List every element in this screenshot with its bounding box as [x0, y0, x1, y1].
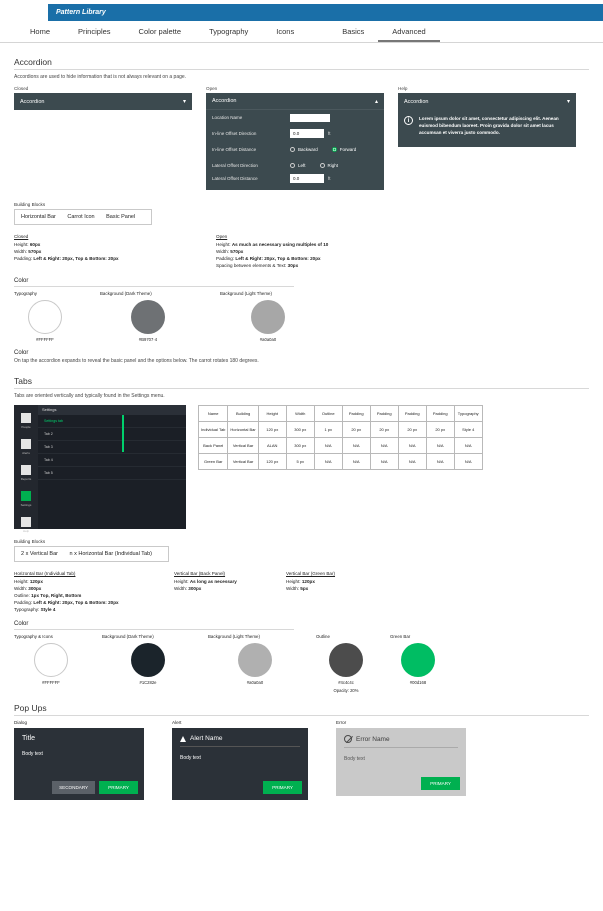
accordion-building-blocks-box	[14, 209, 152, 225]
popups-section-title: Pop Ups	[14, 703, 47, 714]
spec-key: Width:	[14, 585, 29, 591]
swatch-bg-light-circle	[251, 300, 285, 334]
spec-key: Width:	[286, 585, 301, 591]
nav-item-icons[interactable]: Icons	[276, 27, 295, 36]
swatch-typography	[14, 291, 76, 342]
table-row	[199, 437, 483, 453]
swatch-circle	[131, 643, 165, 677]
tabs-specs	[14, 570, 589, 614]
accordion-help-widget	[398, 93, 576, 147]
accordion-building-blocks	[14, 202, 589, 225]
th-padding-3: Padding	[398, 405, 426, 421]
spec-key: Height:	[286, 578, 302, 584]
tabs-examples	[14, 405, 589, 533]
tabs-rail	[14, 405, 38, 533]
bb-horizontal-bar-tab: n x Horizontal Bar (Individual Tab)	[69, 550, 152, 557]
main-nav	[0, 22, 603, 43]
tabs-building-blocks-box	[14, 546, 169, 562]
swatch-bg-dark-hex: #B9707·4	[138, 336, 158, 342]
accordion-closed-title: Accordion	[20, 98, 45, 105]
location-name-input[interactable]	[290, 114, 330, 122]
bb-vertical-bar: 2 x Vertical Bar	[21, 550, 58, 557]
accordion-spec-closed	[14, 233, 194, 270]
primary-button[interactable]: PRIMARY	[99, 781, 138, 794]
cell: N/A	[314, 453, 342, 469]
line	[14, 592, 154, 599]
cell: N/A	[370, 437, 398, 453]
alert-example	[172, 720, 308, 800]
tabs-spec-back-panel	[174, 570, 266, 614]
rail-item-settings-label: Settings	[20, 502, 32, 507]
tab-row[interactable]: Settings tab	[38, 415, 186, 428]
radio-left-label: Left	[298, 163, 306, 168]
swatch-typography-circle	[28, 300, 62, 334]
swatch-typography-hex: #FFFFFF	[36, 336, 54, 342]
top-bar-left-spacer	[0, 4, 48, 21]
accordion-help-body	[398, 110, 576, 147]
spec-val: 300px	[188, 585, 202, 591]
accordion-spec-open-height	[216, 241, 436, 248]
warning-triangle-icon	[180, 736, 186, 742]
app-title: Pattern Library	[56, 9, 106, 16]
tabs-spec-back-panel-heading: Vertical Bar (Back Panel)	[174, 570, 226, 576]
swatch-circle	[401, 643, 435, 677]
th-padding-2: Padding	[370, 405, 398, 421]
tab-row[interactable]: Tab 5	[38, 467, 186, 480]
cell: Horizontal Bar	[228, 421, 258, 437]
tabs-spec-horizontal	[14, 570, 154, 614]
field-location-name	[206, 110, 384, 126]
accordion-help-text: Lorem ipsum dolor sit amet, consectetur adipiscing elit. Aenean euismod bibendum laoreet. Proin gravida dolor sit amet lacus accumsan et viverra justo commodo.	[419, 116, 559, 135]
alert-dialog	[172, 728, 308, 800]
cell: N/A	[398, 437, 426, 453]
swatch-bg-light-hex: #a0a0a0	[259, 336, 277, 342]
accordion-closed-example	[14, 86, 192, 190]
dialog-body: Body text	[22, 751, 43, 758]
spec-val: 120px	[29, 578, 43, 584]
tab-row[interactable]: Tab 3	[38, 441, 186, 454]
radio-left[interactable]	[290, 163, 306, 168]
spec-key: Height:	[216, 242, 232, 248]
accordion-spec-open-spacing	[216, 262, 436, 269]
error-dialog	[336, 728, 466, 796]
cell: 1 px	[314, 421, 342, 437]
line	[286, 578, 378, 585]
cell: N/A	[454, 437, 482, 453]
spec-val: 30px	[287, 263, 299, 269]
accordion-spec-closed-height	[14, 241, 194, 248]
spec-key: Height:	[14, 578, 30, 584]
radio-forward[interactable]	[332, 147, 357, 152]
radio-forward-dot	[332, 147, 337, 152]
accordion-closed-widget[interactable]	[14, 93, 192, 110]
swatch-bg-dark-caption: Background (Dark Theme)	[100, 290, 152, 296]
tabs-header	[38, 405, 186, 415]
swatch-caption: Background (Dark Theme)	[102, 634, 154, 640]
cell: Back Panel	[199, 437, 228, 453]
spec-val: 300px	[28, 585, 42, 591]
swatch-hex: #1C282e	[139, 680, 157, 686]
page-content	[0, 43, 603, 800]
rail-item-settings[interactable]	[14, 485, 38, 511]
info-icon: i	[404, 116, 413, 125]
field-inline-offset-distance-label: In-line Offset Distance	[212, 147, 257, 152]
cell: 5 px	[286, 453, 314, 469]
popups-divider	[14, 715, 589, 716]
error-buttons	[421, 777, 460, 790]
gear-icon	[21, 491, 31, 501]
spec-key: Width:	[14, 249, 29, 255]
alert-buttons	[263, 781, 302, 794]
swatch-hex: #a0a0a0	[246, 680, 264, 686]
accordion-section-title: Accordion	[14, 57, 52, 67]
cell: 300 px	[286, 421, 314, 437]
dialog	[14, 728, 144, 800]
popups-examples	[14, 720, 589, 800]
accordion-building-blocks-title: Building Blocks	[14, 202, 46, 207]
swatch-green-bar	[390, 634, 446, 693]
tabs-description: Tabs are oriented vertically and typically found in the Settings menu.	[14, 392, 165, 399]
alert-label: Alert	[172, 720, 182, 726]
alerts-icon	[21, 439, 31, 449]
radio-backward-dot	[290, 147, 295, 152]
accordion-divider	[14, 69, 589, 70]
table-header-row	[199, 405, 483, 421]
accordion-spec-closed-padding	[14, 255, 194, 262]
spec-val: 570px	[230, 249, 244, 255]
cell: Individual Tab	[199, 421, 228, 437]
swatch-bg-light-caption: Background (Light Theme)	[220, 290, 272, 296]
cell: 120 px	[258, 421, 286, 437]
top-bar	[0, 0, 603, 22]
cell: N/A	[426, 453, 454, 469]
tabs-divider	[14, 388, 589, 389]
swatch-circle	[329, 643, 363, 677]
line	[174, 578, 266, 585]
bb-horizontal-bar: Horizontal Bar	[21, 214, 56, 220]
swatch-bg-light-tabs	[208, 634, 302, 693]
th-typography: Typography	[454, 405, 482, 421]
swatch-opacity: Opacity: 20%	[333, 688, 359, 694]
alert-title: Alert Name	[190, 735, 223, 743]
secondary-button[interactable]: SECONDARY	[52, 781, 95, 794]
radio-backward[interactable]	[290, 147, 318, 152]
field-inline-offset-direction-label: In-line Offset Direction	[212, 131, 257, 136]
radio-right[interactable]	[320, 163, 339, 168]
swatch-bg-dark-tabs	[102, 634, 194, 693]
cell: Green Bar	[199, 453, 228, 469]
radio-forward-label: Forward	[339, 147, 357, 152]
nav-item-principles[interactable]: Principles	[78, 27, 111, 36]
th-padding-4: Padding	[426, 405, 454, 421]
swatch-caption: Typography & Icons	[14, 634, 53, 640]
table-row	[199, 421, 483, 437]
swatch-circle	[238, 643, 272, 677]
spec-key: Padding:	[216, 256, 236, 262]
rail-item-alerts[interactable]	[14, 433, 38, 459]
error-body: Body text	[344, 756, 365, 763]
th-width: Width	[286, 405, 314, 421]
primary-button[interactable]: PRIMARY	[263, 781, 302, 794]
accordion-help-example	[398, 86, 576, 190]
nav-item-typography[interactable]: Typography	[209, 27, 249, 36]
th-padding-1: Padding	[342, 405, 370, 421]
cell: Vertical Bar	[228, 437, 258, 453]
accordion-color-divider	[14, 286, 294, 287]
swatch-typography-caption: Typography	[14, 290, 37, 296]
error-example	[336, 720, 466, 800]
cell: Style 4	[454, 421, 482, 437]
dialog-example	[14, 720, 144, 800]
error-circle-icon	[344, 735, 352, 743]
accordion-spec-open-width	[216, 248, 436, 255]
alert-title-row	[180, 735, 300, 747]
field-inline-offset-distance	[206, 142, 384, 158]
table-row	[199, 453, 483, 469]
accordion-help-header[interactable]	[398, 93, 576, 110]
dialog-title: Title	[22, 735, 35, 743]
line	[14, 585, 154, 592]
line	[14, 599, 154, 606]
spec-key: Padding:	[14, 599, 34, 605]
spec-key: Spacing between elements & Text:	[216, 263, 288, 269]
field-lateral-offset-direction	[206, 158, 384, 174]
accordion-note-title: Color	[14, 349, 29, 356]
bb-basic-panel: Basic Panel	[106, 214, 136, 220]
bb-carrot-icon: Carrot Icon	[67, 214, 95, 220]
nav-item-color-palette[interactable]: Color palette	[138, 27, 182, 36]
cell: N/A	[370, 453, 398, 469]
spec-val: 60px	[29, 242, 41, 248]
field-lateral-offset-distance-label: Lateral Offset Distance	[212, 176, 258, 181]
accordion-help-title: Accordion	[404, 98, 429, 105]
line	[14, 578, 154, 585]
line	[286, 585, 378, 592]
rail-item-people-label: People	[21, 424, 31, 429]
nav-item-home[interactable]: Home	[30, 27, 51, 36]
radio-right-dot	[320, 163, 325, 168]
tabs-section-title: Tabs	[14, 375, 32, 386]
tabs-spec-horizontal-heading: Horizontal Bar (Individual Tab)	[14, 570, 76, 576]
th-building: Building	[228, 405, 258, 421]
line	[14, 606, 154, 613]
tabs-color-divider	[14, 629, 294, 630]
swatch-caption: Green Bar	[390, 634, 411, 640]
reports-icon	[21, 465, 31, 475]
tabs-mock	[14, 405, 186, 533]
cell: 20 px	[342, 421, 370, 437]
accordion-spec-open-heading: Open	[216, 234, 228, 239]
accordion-examples	[14, 86, 589, 190]
accordion-open-label: Open	[206, 86, 218, 91]
dialog-label: Dialog	[14, 720, 28, 726]
cell: N/A	[314, 437, 342, 453]
swatch-hex: #4c4c4c	[338, 680, 354, 686]
chevron-down-icon[interactable]: ▾	[182, 99, 186, 105]
accordion-spec-open-padding	[216, 255, 436, 262]
inline-offset-direction-input[interactable]: 0.0	[290, 129, 324, 138]
swatch-bg-dark-circle	[131, 300, 165, 334]
spec-key: Outline:	[14, 592, 32, 598]
spec-key: Height:	[174, 578, 190, 584]
spec-val: As much as necessary using multiples of 10	[231, 242, 329, 248]
accordion-open-title: Accordion	[212, 98, 237, 104]
cell: 20 px	[426, 421, 454, 437]
tabs-swatches	[14, 634, 589, 693]
tabs-color-title: Color	[14, 621, 29, 628]
accordion-open-header[interactable]	[206, 93, 384, 110]
cell: ALAN	[258, 437, 286, 453]
lateral-offset-distance-input[interactable]: 0.0	[290, 174, 324, 183]
tabs-building-blocks	[14, 539, 589, 562]
tabs-body	[38, 405, 186, 529]
people-icon	[21, 413, 31, 423]
nav-item-basics[interactable]: Basics	[342, 27, 365, 36]
accordion-help-label: Help	[398, 86, 408, 91]
rail-item-reports[interactable]	[14, 459, 38, 485]
rail-item-people[interactable]	[14, 407, 38, 433]
swatch-bg-light	[220, 291, 316, 342]
accordion-description: Accordions are used to hide information that is not always relevant on a page.	[14, 74, 187, 80]
rail-item-help[interactable]	[14, 511, 38, 537]
field-lateral-offset-direction-label: Lateral Offset Direction	[212, 163, 258, 168]
field-inline-offset-direction	[206, 126, 384, 142]
spec-val: 120px	[301, 578, 315, 584]
spec-val: 570px	[28, 249, 42, 255]
swatch-caption: Outline	[316, 634, 330, 640]
accordion-spec-open	[216, 233, 436, 270]
tab-green-bar	[122, 415, 124, 452]
cell: 120 px	[258, 453, 286, 469]
accordion-open-widget	[206, 93, 384, 190]
tabs-spec-green-bar-heading: Vertical Bar (Green Bar)	[286, 570, 336, 576]
line	[174, 585, 266, 592]
rail-item-reports-label: Reports	[20, 476, 32, 481]
accordion-closed-label: Closed	[14, 86, 29, 91]
error-label: Error	[336, 720, 347, 726]
cell: Vertical Bar	[228, 453, 258, 469]
radio-left-dot	[290, 163, 295, 168]
cell: N/A	[454, 453, 482, 469]
primary-button[interactable]: PRIMARY	[421, 777, 460, 790]
accordion-open-example	[206, 86, 384, 190]
th-height: Height	[258, 405, 286, 421]
accordion-specs	[14, 233, 589, 270]
spec-val: 1px Top, Right, Bottom	[31, 592, 82, 598]
tabs-spec-table	[198, 405, 483, 470]
chevron-down-icon[interactable]: ▾	[566, 99, 570, 105]
alert-body: Body text	[180, 755, 201, 762]
tab-row[interactable]: Tab 2	[38, 428, 186, 441]
swatch-hex: #FFFFFF	[42, 680, 60, 686]
help-icon	[21, 517, 31, 527]
accordion-swatches	[14, 291, 589, 342]
spec-val: Left & Right: 20px, Top & Bottom: 20px	[33, 256, 119, 262]
spec-key: Typography:	[14, 607, 41, 613]
nav-item-advanced[interactable]: Advanced	[378, 22, 439, 42]
swatch-caption: Background (Light Theme)	[208, 634, 260, 640]
dialog-buttons	[52, 781, 138, 794]
tabs-building-blocks-title: Building Blocks	[14, 538, 46, 544]
radio-backward-label: Backward	[298, 147, 318, 152]
swatch-hex: #00d168	[409, 680, 427, 686]
cell: N/A	[398, 453, 426, 469]
field-lateral-offset-distance	[206, 174, 384, 190]
field-location-name-label: Location Name	[212, 115, 243, 120]
cell: N/A	[342, 453, 370, 469]
lateral-offset-distance-unit: ft	[328, 176, 331, 181]
spec-val: Left & Right: 20px, Top & Bottom: 20px	[33, 599, 119, 605]
th-name: Name	[199, 405, 228, 421]
spec-key: Padding:	[14, 256, 34, 262]
spec-key: Width:	[216, 249, 231, 255]
tabs-spec-green-bar	[286, 570, 378, 614]
inline-offset-direction-unit: ft	[328, 131, 331, 136]
accordion-spec-closed-width	[14, 248, 194, 255]
spec-key: Width:	[174, 585, 189, 591]
error-title: Error Name	[356, 735, 390, 743]
rail-item-help-label: Help	[22, 528, 30, 533]
cell: 20 px	[398, 421, 426, 437]
swatch-outline	[316, 634, 376, 693]
swatch-typography-icons	[14, 634, 88, 693]
swatch-circle	[34, 643, 68, 677]
spec-val: Left & Right: 20px, Top & Bottom: 20px	[235, 256, 321, 262]
spec-val: As long as necessary	[189, 578, 237, 584]
cell: N/A	[426, 437, 454, 453]
spec-val: 5px	[300, 585, 309, 591]
rail-item-alerts-label: Alerts	[22, 450, 30, 455]
error-title-row	[344, 735, 458, 748]
swatch-bg-dark	[100, 291, 196, 342]
cell: 300 px	[286, 437, 314, 453]
tab-row[interactable]: Tab 4	[38, 454, 186, 467]
accordion-spec-closed-heading: Closed	[14, 234, 29, 239]
cell: 20 px	[370, 421, 398, 437]
cell: N/A	[342, 437, 370, 453]
tabs-header-label: Settings	[42, 407, 57, 413]
spec-key: Height:	[14, 242, 30, 248]
accordion-color-title: Color	[14, 277, 29, 284]
top-bar-banner	[48, 4, 603, 21]
chevron-up-icon[interactable]: ▴	[374, 98, 378, 105]
accordion-note: On tap the accordion expands to reveal the basic panel and the options below. The carrot rotates 180 degrees.	[14, 357, 259, 364]
spec-val: Style 4	[40, 607, 56, 613]
th-outline: Outline	[314, 405, 342, 421]
radio-right-label: Right	[327, 163, 339, 168]
